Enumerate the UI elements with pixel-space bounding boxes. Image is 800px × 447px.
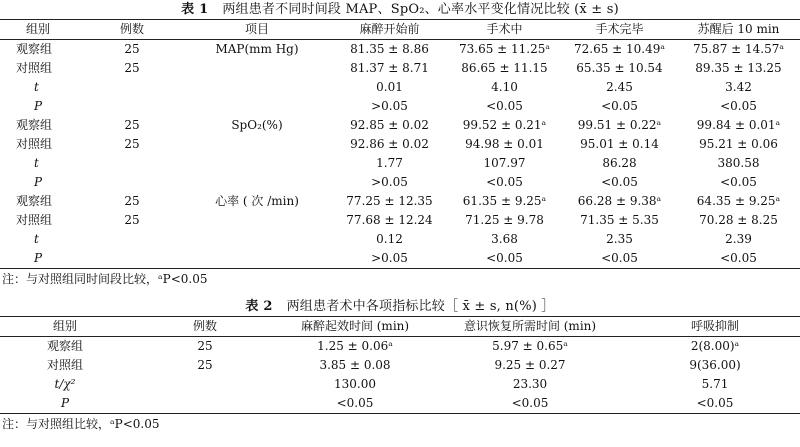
table1-cell-value: 66.28 ± 9.38ᵃ (577, 194, 662, 208)
table1-number: 表 1 (181, 2, 209, 17)
table1-row (0, 78, 800, 97)
table1-cell-n: 25 (124, 61, 140, 75)
table1-cell-group: P (34, 175, 43, 189)
table1-row (0, 211, 800, 230)
table1-cell-n (82, 97, 182, 116)
table1-cell-n (82, 230, 182, 249)
table2-cell-value: <0.05 (280, 394, 430, 414)
table1-cell-value: 95.21 ± 0.06 (699, 137, 778, 151)
table2-cell-value: 23.30 (512, 377, 548, 391)
table1-cell-value: >0.05 (332, 249, 447, 269)
table1-row (0, 192, 800, 211)
table1-cell-value: 81.35 ± 8.86 (350, 42, 429, 56)
table2-note: 注：与对照组比较，ᵃP<0.05 (2, 417, 160, 431)
table1-header-during: 手术中 (447, 20, 562, 40)
table1-cell-item (182, 230, 332, 249)
table1-row (0, 116, 800, 135)
table1-row (0, 230, 800, 249)
table1-cell-value: 73.65 ± 11.25ᵃ (458, 42, 551, 56)
table1-header-item: 项目 (182, 20, 332, 40)
table1 (0, 19, 800, 269)
table1-cell-value: 3.68 (491, 232, 518, 246)
table2-cell-value: 1.25 ± 0.06ᵃ (317, 339, 393, 353)
table1-cell-item (182, 78, 332, 97)
table1-cell-value: 71.35 ± 5.35 (580, 213, 659, 227)
table1-cell-value: >0.05 (371, 175, 408, 189)
table2-header-recovery: 意识恢复所需时间 (min) (430, 317, 630, 337)
table1-cell-item (182, 249, 332, 269)
table1-cell-value: 75.87 ± 14.57ᵃ (692, 42, 785, 56)
table1-cell-value: 3.42 (725, 80, 752, 94)
table1-cell-value: 0.12 (376, 232, 403, 246)
table1-cell-value: 72.65 ± 10.49ᵃ (573, 42, 666, 56)
table2-number: 表 2 (245, 299, 273, 314)
table1-header-wake: 苏醒后 10 min (677, 20, 800, 40)
table1-cell-n: 25 (124, 137, 140, 151)
table1-cell-value: >0.05 (371, 99, 408, 113)
table1-cell-value: <0.05 (720, 99, 757, 113)
table2-row (0, 394, 800, 414)
table1-cell-item: SpO₂(%) (231, 118, 283, 132)
table1-cell-n: 25 (124, 213, 140, 227)
table2-row (0, 337, 800, 357)
table2-caption (0, 297, 800, 316)
table1-cell-value: 61.35 ± 9.25ᵃ (462, 194, 547, 208)
table1-cell-value: 65.35 ± 10.54 (576, 61, 663, 75)
table2-row (0, 375, 800, 394)
table1-cell-value: 94.98 ± 0.01 (465, 137, 544, 151)
table1-cell-value: 71.25 ± 9.78 (465, 213, 544, 227)
table1-cell-value: 77.25 ± 12.35 (346, 194, 433, 208)
table1-caption (0, 0, 800, 19)
table1-header-before: 麻醉开始前 (332, 20, 447, 40)
table1-cell-value: <0.05 (601, 99, 638, 113)
table1-cell-value: 107.97 (483, 156, 526, 170)
table1-cell-item (182, 154, 332, 173)
table1-note: 注：与对照组同时间段比较，ᵃP<0.05 (2, 272, 208, 286)
table2-cell-value: 130.00 (334, 377, 376, 391)
table1-cell-value: 70.28 ± 8.25 (699, 213, 778, 227)
table1-cell-value: 77.68 ± 12.24 (346, 213, 433, 227)
table1-row (0, 135, 800, 154)
table1-cell-value: <0.05 (601, 175, 638, 189)
table1-cell-item (182, 97, 332, 116)
table1-cell-item (182, 173, 332, 192)
table1-cell-value: 380.58 (717, 156, 760, 170)
table1-cell-group: 观察组 (16, 194, 53, 208)
table1-header-row (0, 20, 800, 40)
table1-cell-value: 89.35 ± 13.25 (695, 61, 782, 75)
table2-cell-value: 9.25 ± 0.27 (494, 358, 566, 372)
table1-cell-group: 对照组 (16, 213, 53, 227)
table1-cell-value: <0.05 (677, 249, 800, 269)
table1-cell-value: 92.85 ± 0.02 (350, 118, 429, 132)
table2-cell-group: P (0, 394, 130, 414)
table1-cell-value: 2.45 (606, 80, 633, 94)
table1-cell-value: 2.39 (725, 232, 752, 246)
table1-cell-value: 2.35 (606, 232, 633, 246)
table2-header-resp: 呼吸抑制 (630, 317, 800, 337)
table1-cell-n (82, 154, 182, 173)
table1-cell-value: 86.65 ± 11.15 (461, 61, 548, 75)
table1-cell-n: 25 (124, 118, 140, 132)
table1-cell-value: 99.52 ± 0.21ᵃ (462, 118, 547, 132)
table1-cell-group: P (34, 99, 43, 113)
table1-cell-group: 观察组 (16, 118, 53, 132)
table1-cell-value: <0.05 (486, 99, 523, 113)
table1-cell-group: P (0, 249, 82, 269)
table1-cell-item (182, 135, 332, 154)
table1-cell-group: t (34, 156, 39, 170)
table1-cell-value: <0.05 (720, 175, 757, 189)
table2-cell-value: 5.71 (701, 377, 729, 391)
table1-cell-value: 0.01 (376, 80, 403, 94)
table1-header-n: 例数 (82, 20, 182, 40)
table1-cell-n (82, 78, 182, 97)
table1-cell-value: 81.37 ± 8.71 (350, 61, 429, 75)
table1-cell-n: 25 (124, 42, 140, 56)
table2-cell-value: 9(36.00) (689, 358, 741, 372)
table1-cell-item: MAP(mm Hg) (215, 42, 299, 56)
table2-cell-n: 25 (197, 339, 213, 353)
table2-cell-value: <0.05 (430, 394, 630, 414)
table1-cell-item: 心率 ( 次 /min) (215, 194, 299, 208)
table2-header-onset: 麻醉起效时间 (min) (280, 317, 430, 337)
table2-header-row (0, 317, 800, 337)
table2-header-group: 组别 (0, 317, 130, 337)
table1-cell-value: 99.51 ± 0.22ᵃ (577, 118, 662, 132)
table1-row (0, 59, 800, 78)
table1-header-end: 手术完毕 (562, 20, 677, 40)
table1-row (0, 154, 800, 173)
table1-cell-value: <0.05 (486, 175, 523, 189)
table2-cell-group: 观察组 (46, 339, 83, 353)
table1-cell-value: 99.84 ± 0.01ᵃ (696, 118, 781, 132)
table1-cell-value: 92.86 ± 0.02 (350, 137, 429, 151)
table1-cell-value: <0.05 (562, 249, 677, 269)
table2 (0, 316, 800, 414)
table2-cell-value: 5.97 ± 0.65ᵃ (492, 339, 568, 353)
table1-cell-group: 对照组 (16, 137, 53, 151)
table1-cell-group: t (34, 232, 39, 246)
table1-cell-value: 64.35 ± 9.25ᵃ (696, 194, 781, 208)
table2-title: 两组患者术中各项指标比较［ x̄ ± s, n(%) ］ (286, 299, 555, 314)
table1-cell-item (182, 59, 332, 78)
table2-cell-value: <0.05 (630, 394, 800, 414)
table1-cell-value: 4.10 (491, 80, 518, 94)
table2-header-n: 例数 (130, 317, 280, 337)
table2-cell-group: 对照组 (46, 358, 83, 372)
table1-header-group: 组别 (0, 20, 82, 40)
table1-cell-value: 95.01 ± 0.14 (580, 137, 659, 151)
table1-cell-item (182, 211, 332, 230)
table1-row (0, 249, 800, 269)
table1-row (0, 40, 800, 60)
table1-cell-n: 25 (124, 194, 140, 208)
table1-cell-n (82, 173, 182, 192)
table1-row (0, 173, 800, 192)
table1-cell-n (82, 249, 182, 269)
table1-title: 两组患者不同时间段 MAP、SpO₂、心率水平变化情况比较 (x̄ ± s) (222, 2, 619, 17)
table1-cell-value: <0.05 (447, 249, 562, 269)
table2-cell-n (130, 394, 280, 414)
table1-cell-value: 1.77 (376, 156, 403, 170)
table2-cell-value: 2(8.00)ᵃ (690, 339, 740, 353)
table2-cell-n (130, 375, 280, 394)
table1-cell-group: 观察组 (16, 42, 53, 56)
table2-cell-value: 3.85 ± 0.08 (319, 358, 391, 372)
table2-cell-n: 25 (197, 358, 213, 372)
table1-cell-value: 86.28 (602, 156, 637, 170)
table2-cell-group: t/χ² (54, 377, 76, 391)
table1-cell-group: 对照组 (16, 61, 53, 75)
table1-cell-group: t (34, 80, 39, 94)
table1-row (0, 97, 800, 116)
table2-row (0, 356, 800, 375)
